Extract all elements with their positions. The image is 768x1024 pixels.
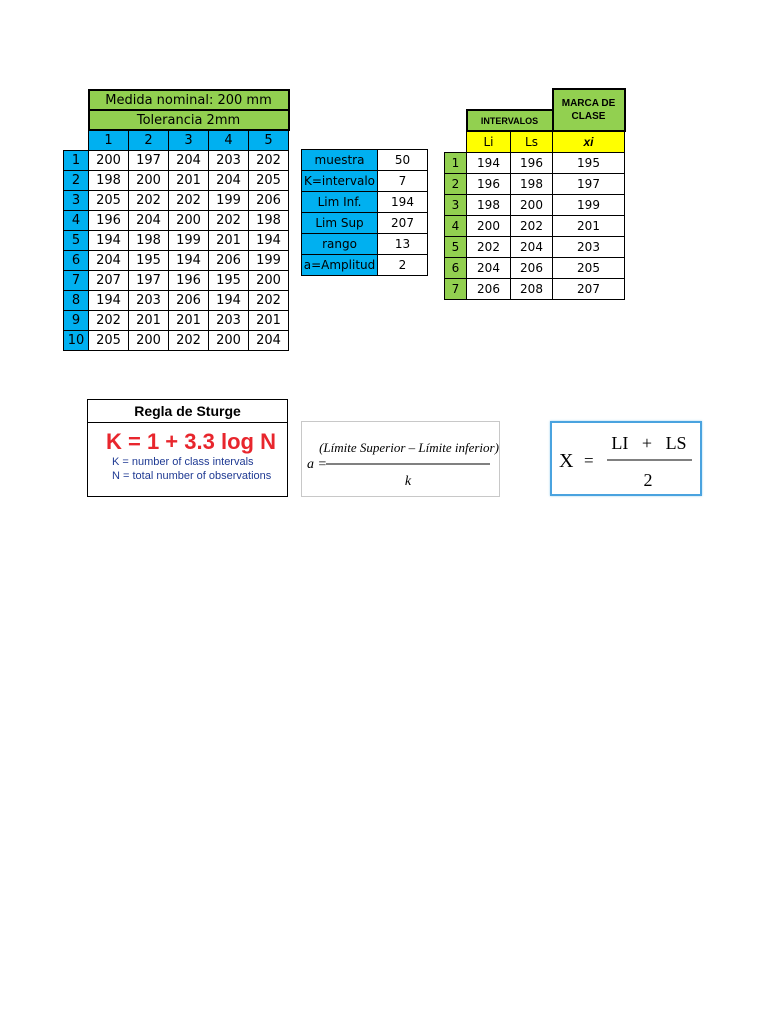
table-row bbox=[64, 290, 289, 310]
table-cell: 206 bbox=[169, 290, 209, 310]
table-cell: 204 bbox=[169, 150, 209, 170]
table-cell: 201 bbox=[169, 170, 209, 190]
table-row bbox=[64, 150, 289, 170]
table-cell: 204 bbox=[89, 250, 129, 270]
table-cell: 203 bbox=[209, 310, 249, 330]
table-cell: 207 bbox=[89, 270, 129, 290]
mark-eq: = bbox=[584, 451, 594, 470]
table-cell: 202 bbox=[89, 310, 129, 330]
interval-number: 6 bbox=[445, 257, 467, 278]
column-header: 2 bbox=[129, 130, 169, 150]
interval-row bbox=[445, 194, 625, 215]
table-cell: 197 bbox=[129, 150, 169, 170]
table-cell: 198 bbox=[249, 210, 289, 230]
class-mark-formula-box bbox=[550, 421, 702, 496]
table-cell: 195 bbox=[129, 250, 169, 270]
table-cell: 202 bbox=[169, 190, 209, 210]
interval-row bbox=[445, 236, 625, 257]
interval-row bbox=[445, 173, 625, 194]
interval-li: 204 bbox=[467, 257, 511, 278]
param-value: 7 bbox=[378, 171, 428, 192]
amplitude-lhs: a = bbox=[307, 457, 327, 472]
param-row bbox=[302, 234, 428, 255]
interval-ls: 196 bbox=[511, 152, 553, 173]
parameters-table bbox=[301, 149, 428, 276]
li-header: Li bbox=[467, 131, 511, 152]
table-cell: 203 bbox=[129, 290, 169, 310]
mark-numerator: LI + LS bbox=[611, 433, 687, 453]
interval-xi: 203 bbox=[553, 236, 625, 257]
interval-ls: 198 bbox=[511, 173, 553, 194]
table-row bbox=[64, 170, 289, 190]
row-number: 7 bbox=[64, 270, 89, 290]
table-cell: 205 bbox=[249, 170, 289, 190]
table-cell: 202 bbox=[209, 210, 249, 230]
measurements-table bbox=[63, 89, 290, 351]
table-cell: 194 bbox=[249, 230, 289, 250]
table-cell: 197 bbox=[129, 270, 169, 290]
row-number: 4 bbox=[64, 210, 89, 230]
interval-li: 206 bbox=[467, 278, 511, 299]
interval-xi: 207 bbox=[553, 278, 625, 299]
row-number: 8 bbox=[64, 290, 89, 310]
intervals-group-header: INTERVALOS bbox=[467, 110, 553, 131]
table-row bbox=[64, 230, 289, 250]
interval-ls: 200 bbox=[511, 194, 553, 215]
table-cell: 194 bbox=[89, 290, 129, 310]
table-cell: 201 bbox=[129, 310, 169, 330]
interval-row bbox=[445, 152, 625, 173]
interval-number: 2 bbox=[445, 173, 467, 194]
xi-header: xi bbox=[553, 131, 625, 152]
interval-number: 3 bbox=[445, 194, 467, 215]
column-header: 4 bbox=[209, 130, 249, 150]
interval-number: 7 bbox=[445, 278, 467, 299]
table-cell: 199 bbox=[169, 230, 209, 250]
interval-number: 1 bbox=[445, 152, 467, 173]
table-cell: 202 bbox=[249, 150, 289, 170]
param-value: 194 bbox=[378, 192, 428, 213]
param-label: muestra bbox=[302, 150, 378, 171]
table-cell: 202 bbox=[129, 190, 169, 210]
interval-number: 5 bbox=[445, 236, 467, 257]
table-cell: 205 bbox=[89, 190, 129, 210]
table-cell: 198 bbox=[129, 230, 169, 250]
sturge-title: Regla de Sturge bbox=[88, 400, 287, 423]
column-header: 1 bbox=[89, 130, 129, 150]
param-value: 50 bbox=[378, 150, 428, 171]
param-row bbox=[302, 213, 428, 234]
table-cell: 203 bbox=[209, 150, 249, 170]
interval-li: 196 bbox=[467, 173, 511, 194]
interval-xi: 199 bbox=[553, 194, 625, 215]
param-value: 2 bbox=[378, 255, 428, 276]
table-cell: 200 bbox=[169, 210, 209, 230]
column-header: 3 bbox=[169, 130, 209, 150]
interval-xi: 197 bbox=[553, 173, 625, 194]
table-cell: 206 bbox=[249, 190, 289, 210]
table-cell: 204 bbox=[129, 210, 169, 230]
table-cell: 206 bbox=[209, 250, 249, 270]
table-cell: 201 bbox=[249, 310, 289, 330]
table-cell: 200 bbox=[129, 170, 169, 190]
column-header: 5 bbox=[249, 130, 289, 150]
param-row bbox=[302, 171, 428, 192]
amplitude-numerator: (Límite Superior – Límite inferior) bbox=[319, 440, 499, 455]
table-cell: 194 bbox=[169, 250, 209, 270]
param-row bbox=[302, 255, 428, 276]
param-value: 207 bbox=[378, 213, 428, 234]
table-cell: 194 bbox=[209, 290, 249, 310]
param-label: K=intervalo bbox=[302, 171, 378, 192]
param-value: 13 bbox=[378, 234, 428, 255]
ls-header: Ls bbox=[511, 131, 553, 152]
row-number: 6 bbox=[64, 250, 89, 270]
table-cell: 196 bbox=[169, 270, 209, 290]
sturge-note-k: K = number of class intervals bbox=[112, 456, 254, 468]
row-number: 3 bbox=[64, 190, 89, 210]
table-row bbox=[64, 310, 289, 330]
table-row bbox=[64, 330, 289, 350]
interval-li: 200 bbox=[467, 215, 511, 236]
table-cell: 198 bbox=[89, 170, 129, 190]
interval-li: 198 bbox=[467, 194, 511, 215]
table-cell: 204 bbox=[209, 170, 249, 190]
table-cell: 200 bbox=[209, 330, 249, 350]
param-row bbox=[302, 192, 428, 213]
table-cell: 202 bbox=[249, 290, 289, 310]
table-cell: 200 bbox=[89, 150, 129, 170]
param-label: a=Amplitud bbox=[302, 255, 378, 276]
sturge-rule-box bbox=[87, 399, 288, 497]
row-number: 1 bbox=[64, 150, 89, 170]
amplitude-formula-box bbox=[301, 421, 500, 497]
interval-li: 194 bbox=[467, 152, 511, 173]
interval-number: 4 bbox=[445, 215, 467, 236]
sturge-note-n: N = total number of observations bbox=[112, 470, 272, 482]
row-number: 10 bbox=[64, 330, 89, 350]
param-label: Lim Inf. bbox=[302, 192, 378, 213]
table-row bbox=[64, 190, 289, 210]
table-cell: 202 bbox=[169, 330, 209, 350]
interval-row bbox=[445, 215, 625, 236]
table-cell: 200 bbox=[249, 270, 289, 290]
interval-xi: 201 bbox=[553, 215, 625, 236]
table-cell: 199 bbox=[209, 190, 249, 210]
table-cell: 194 bbox=[89, 230, 129, 250]
mark-denominator: 2 bbox=[643, 470, 653, 490]
interval-row bbox=[445, 257, 625, 278]
table-cell: 196 bbox=[89, 210, 129, 230]
interval-ls: 208 bbox=[511, 278, 553, 299]
table-cell: 200 bbox=[129, 330, 169, 350]
interval-ls: 206 bbox=[511, 257, 553, 278]
amplitude-denominator: k bbox=[404, 474, 412, 489]
interval-ls: 202 bbox=[511, 215, 553, 236]
table-subtitle: Tolerancia 2mm bbox=[89, 110, 289, 130]
param-row bbox=[302, 150, 428, 171]
interval-xi: 205 bbox=[553, 257, 625, 278]
row-number: 2 bbox=[64, 170, 89, 190]
table-title: Medida nominal: 200 mm bbox=[89, 90, 289, 110]
table-cell: 199 bbox=[249, 250, 289, 270]
row-number: 9 bbox=[64, 310, 89, 330]
param-label: Lim Sup bbox=[302, 213, 378, 234]
table-cell: 204 bbox=[249, 330, 289, 350]
mark-header: MARCA DE CLASE bbox=[553, 89, 625, 131]
table-row bbox=[64, 270, 289, 290]
table-row bbox=[64, 210, 289, 230]
interval-li: 202 bbox=[467, 236, 511, 257]
table-row bbox=[64, 250, 289, 270]
mark-lhs: X bbox=[559, 450, 574, 472]
row-number: 5 bbox=[64, 230, 89, 250]
interval-row bbox=[445, 278, 625, 299]
interval-ls: 204 bbox=[511, 236, 553, 257]
table-cell: 201 bbox=[169, 310, 209, 330]
intervals-table bbox=[444, 88, 626, 300]
param-label: rango bbox=[302, 234, 378, 255]
table-cell: 205 bbox=[89, 330, 129, 350]
sturge-formula: K = 1 + 3.3 log N bbox=[106, 429, 276, 454]
table-cell: 201 bbox=[209, 230, 249, 250]
interval-xi: 195 bbox=[553, 152, 625, 173]
table-cell: 195 bbox=[209, 270, 249, 290]
